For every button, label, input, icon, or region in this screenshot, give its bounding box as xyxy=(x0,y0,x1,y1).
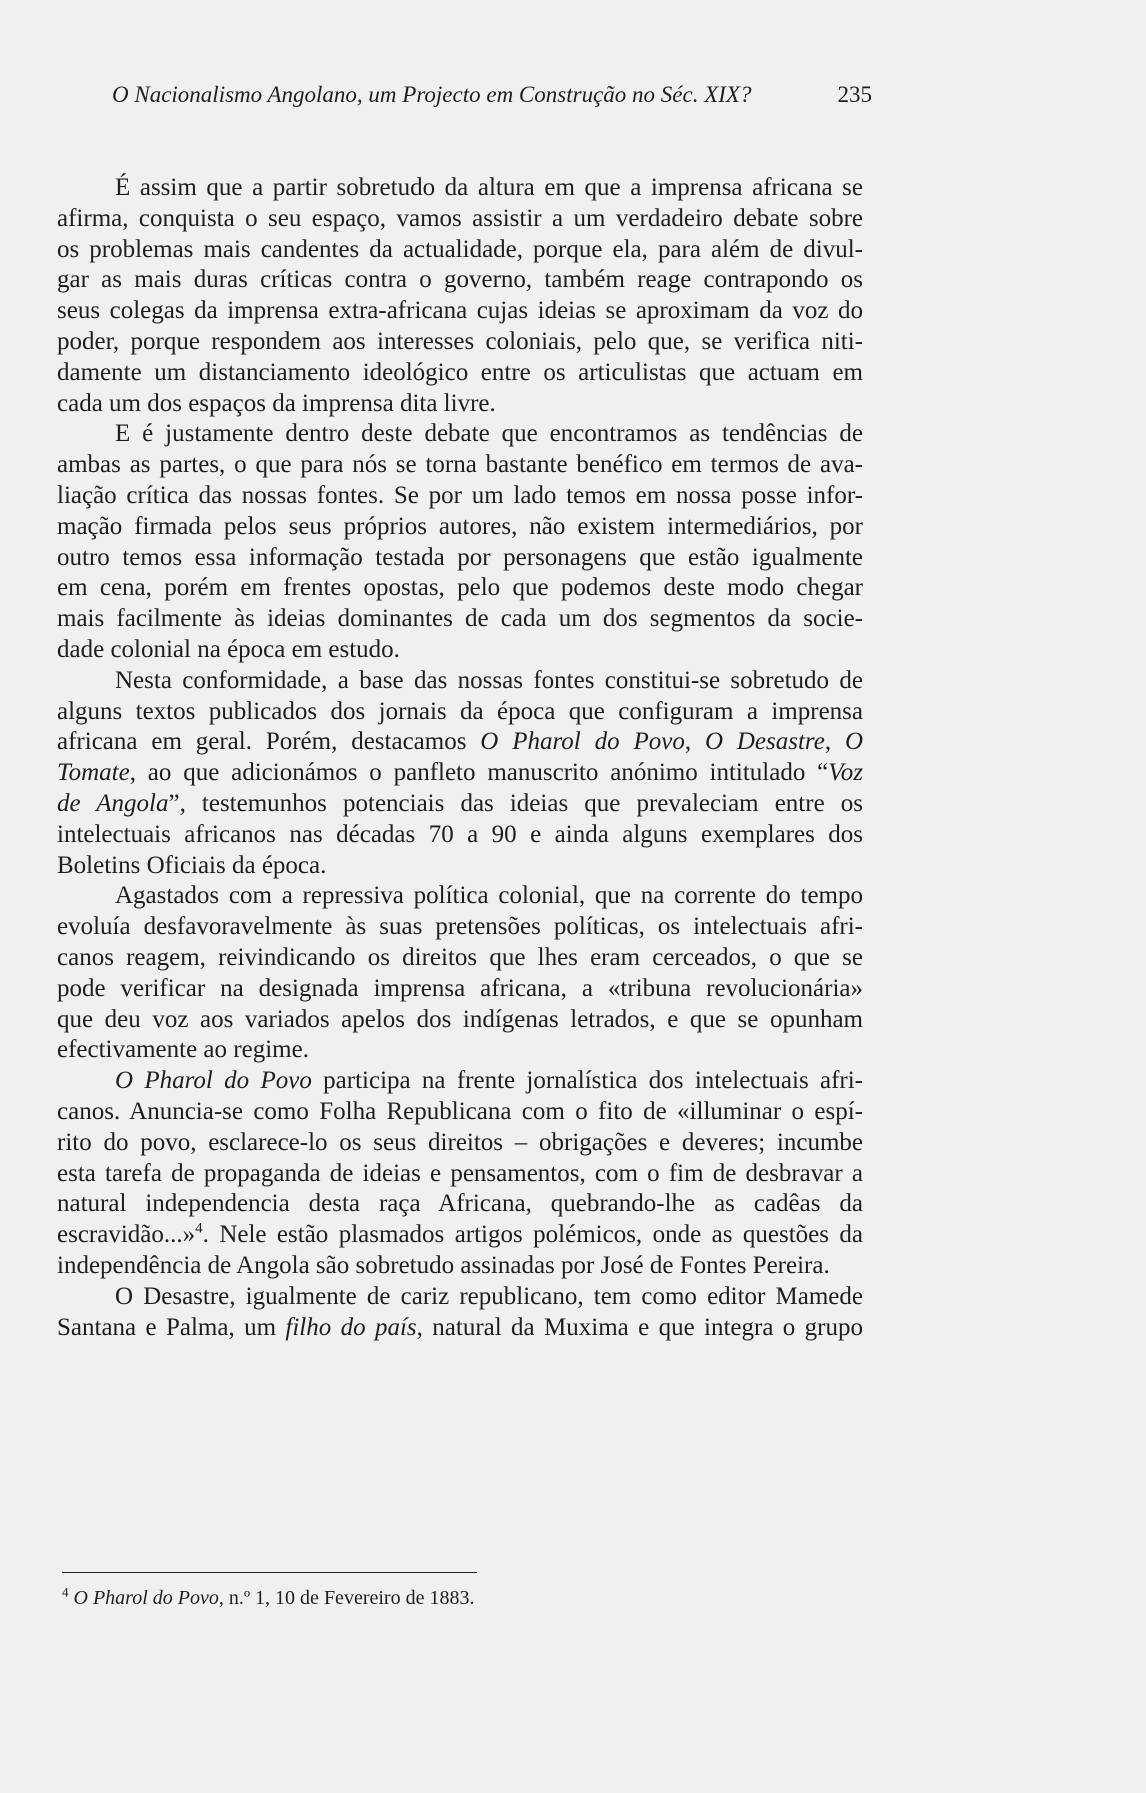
running-header-title: O Nacionalismo Angolano, um Projecto em Construção no Séc. XIX? xyxy=(112,82,752,107)
text-line xyxy=(57,603,863,634)
text-line xyxy=(57,634,863,665)
text-line xyxy=(57,326,863,357)
text-line xyxy=(57,726,863,757)
footnote-separator xyxy=(62,1572,477,1573)
text-line xyxy=(57,234,863,265)
text-segment: ”, testemunhos potenciais das ideias que prevaleciam entre os xyxy=(168,790,863,817)
text-segment: intelectuais africanos nas décadas 70 a 90 e ainda alguns exemplares dos xyxy=(57,820,863,848)
text-segment: poder, porque respondem aos interesses coloniais, pelo que, se verifica niti- xyxy=(57,328,863,355)
text-segment: em cena, porém em frentes opostas, pelo que podemos deste modo chegar xyxy=(57,574,863,602)
footnote-details: , n.º 1, 10 de Fevereiro de 1883. xyxy=(218,1587,475,1609)
text-segment: natural independencia desta raça Africana, quebrando-lhe as cadêas da xyxy=(57,1190,863,1218)
text-line xyxy=(57,1188,863,1219)
text-line xyxy=(57,172,863,203)
text-line xyxy=(57,1127,863,1158)
text-segment: dade colonial na época em estudo. xyxy=(57,636,400,663)
text-segment: seus colegas da imprensa extra-africana cujas ideias se aproximam da voz do xyxy=(57,297,863,325)
text-line xyxy=(57,264,863,295)
footnote-4 xyxy=(62,1584,475,1610)
text-segment: pode verificar na designada imprensa africana, a «tribuna revolucionária» xyxy=(57,974,863,1002)
running-header xyxy=(112,82,872,112)
italic-text: Voz xyxy=(828,759,863,787)
text-line xyxy=(57,203,863,234)
text-line xyxy=(57,850,863,881)
text-segment: É assim que a partir sobretudo da altura em que a imprensa africana se xyxy=(115,174,863,201)
text-line xyxy=(57,1219,863,1250)
text-segment: mação firmada pelos seus próprios autores, não existem intermediários, por xyxy=(57,512,863,540)
text-line xyxy=(57,295,863,326)
text-line xyxy=(57,973,863,1004)
text-line xyxy=(57,1096,863,1127)
text-line xyxy=(57,1281,863,1312)
text-line xyxy=(57,1312,863,1343)
text-segment: Santana e Palma, um xyxy=(57,1313,286,1341)
text-line xyxy=(57,542,863,573)
italic-text: O xyxy=(844,728,864,756)
text-segment: outro temos essa informação testada por personagens que estão igualmente xyxy=(57,543,863,571)
italic-text: O Pharol do Povo xyxy=(480,728,685,756)
italic-text: Tomate xyxy=(57,759,130,787)
text-line xyxy=(57,1250,863,1281)
text-line xyxy=(57,357,863,388)
text-line xyxy=(57,1065,863,1096)
text-segment: damente um distanciamento ideológico entre os articulistas que actuam em xyxy=(57,358,863,386)
text-line xyxy=(57,942,863,973)
text-line xyxy=(57,880,863,911)
italic-text: de Angola xyxy=(57,790,169,817)
text-segment: liação crítica das nossas fontes. Se por um lado temos em nossa posse infor- xyxy=(57,482,863,509)
text-segment: Agastados com a repressiva política colonial, que na corrente do tempo xyxy=(115,882,863,910)
footnote-source: O Pharol do Povo xyxy=(73,1587,219,1609)
text-segment: evoluía desfavoravelmente às suas pretensões políticas, os intelectuais afri- xyxy=(57,913,863,941)
text-line xyxy=(57,480,863,511)
text-segment: ambas as partes, o que para nós se torna bastante benéfico em termos de ava- xyxy=(57,451,863,479)
text-segment: escravidão...» xyxy=(57,1221,196,1249)
text-line xyxy=(57,388,863,419)
text-segment: alguns textos publicados dos jornais da época que configuram a imprensa xyxy=(57,697,863,725)
text-segment: , ao que adicionámos o panfleto manuscrito anónimo intitulado “ xyxy=(129,759,829,787)
italic-text: filho do país xyxy=(285,1313,417,1341)
text-line xyxy=(57,696,863,727)
text-segment: O Desastre, igualmente de cariz republicano, tem como editor Mamede xyxy=(115,1282,863,1310)
text-line xyxy=(57,911,863,942)
text-segment: canos reagem, reivindicando os direitos que lhes eram cerceados, o que se xyxy=(57,944,863,971)
text-segment: esta tarefa de propaganda de ideias e pensamentos, com o fim de desbravar a xyxy=(57,1159,863,1187)
text-line xyxy=(57,572,863,603)
text-line xyxy=(57,819,863,850)
page-number: 235 xyxy=(837,82,872,107)
text-segment: africana em geral. Porém, destacamos xyxy=(57,728,481,756)
text-line xyxy=(57,1034,863,1065)
text-segment: , xyxy=(824,728,845,756)
italic-text: O Pharol do Povo xyxy=(115,1067,312,1095)
italic-text: O Desastre xyxy=(704,728,825,756)
text-segment: Nesta conformidade, a base das nossas fontes constitui-se sobretudo de xyxy=(115,666,863,694)
text-line xyxy=(57,665,863,696)
text-segment: . Nele estão plasmados artigos polémicos, onde as questões da xyxy=(202,1221,863,1249)
text-line xyxy=(57,757,863,788)
text-segment: independência de Angola são sobretudo assinadas por José de Fontes Pereira. xyxy=(57,1252,830,1279)
text-line xyxy=(57,418,863,449)
text-segment: que deu voz aos variados apelos dos indígenas letrados, e que se opunham xyxy=(57,1005,863,1033)
text-segment: efectivamente ao regime. xyxy=(57,1036,309,1064)
text-segment: canos. Anuncia-se como Folha Republicana com o fito de «illuminar o espí- xyxy=(57,1098,863,1125)
text-segment: os problemas mais candentes da actualidade, porque ela, para além de divul- xyxy=(57,235,863,263)
text-segment: Boletins Oficiais da época. xyxy=(57,851,327,879)
text-segment: cada um dos espaços da imprensa dita livre. xyxy=(57,389,496,417)
text-segment: , natural da Muxima e que integra o grupo xyxy=(416,1313,864,1341)
text-segment: gar as mais duras críticas contra o governo, também reage contrapondo os xyxy=(57,266,863,294)
text-line xyxy=(57,511,863,542)
text-line xyxy=(57,449,863,480)
text-line xyxy=(57,1158,863,1189)
footnote-reference[interactable]: 4 xyxy=(195,1220,203,1237)
text-segment: E é justamente dentro deste debate que encontramos as tendências de xyxy=(115,420,863,448)
text-segment: rito do povo, esclarece-lo os seus direitos – obrigações e deveres; incumbe xyxy=(57,1128,863,1156)
text-line xyxy=(57,788,863,819)
text-segment: afirma, conquista o seu espaço, vamos assistir a um verdadeiro debate sobre xyxy=(57,204,863,232)
text-segment: , xyxy=(684,728,705,756)
text-segment: participa na frente jornalística dos intelectuais afri- xyxy=(311,1067,863,1095)
footnote-marker: 4 xyxy=(62,1584,69,1600)
text-segment: mais facilmente às ideias dominantes de cada um dos segmentos da socie- xyxy=(57,605,863,633)
text-line xyxy=(57,1004,863,1035)
